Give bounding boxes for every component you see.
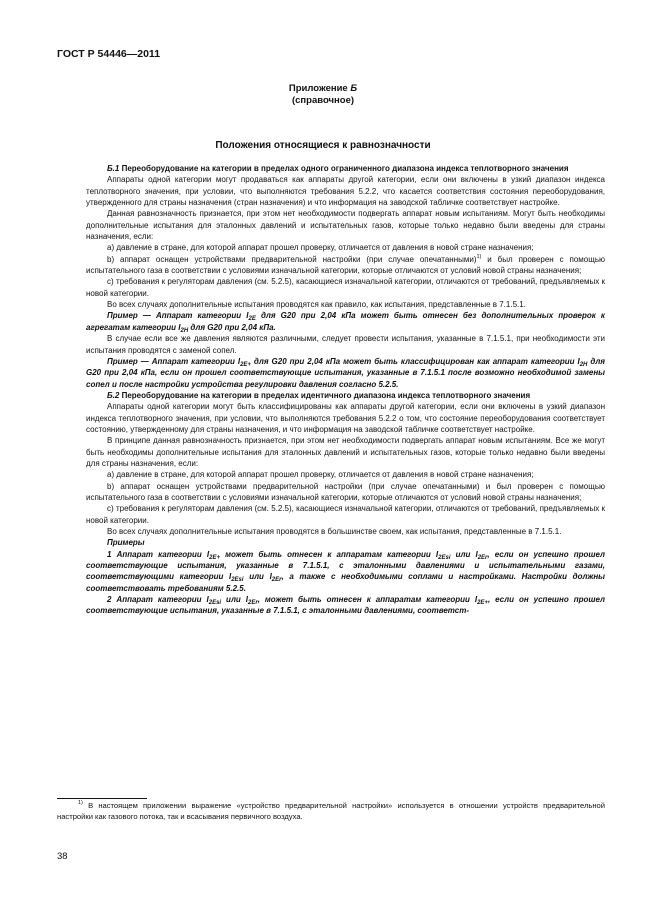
footnote: $^{1)}$ В настоящем приложении выражение «устройство предварительной настройки» используется в отношении устройств предварительной настройки как газового потока, так и всасывания первичного воздуха. <box>57 800 605 821</box>
example-item-2: 2 Аппарат категории $I_{2Esi}$ или $I_{2Er}$, может быть отнесен к аппаратам категории $I_{2E+}$, если он успешно прошел соответствующие испытания, указанные в 7.1.5.1, с эталонными давлениями, соответст- <box>86 595 605 616</box>
annex-heading <box>0 83 646 107</box>
example-1: Пример — Аппарат категории $I_{2E}$ для G20 при 2,04 кПа может быть отнесен без дополнительных проверок к агрегатам категории $I_{2H}$ для G20 при 2,04 кПа. <box>86 311 605 334</box>
footnote-divider <box>57 798 147 799</box>
list-item: b) аппарат оснащен устройствами предварительной настройки (при случае опечатанными)$^{1)}$ и был проверен с помощью испытательного газа в соответствии с условиями изначальной категории, которые отличаются от условий новой страны назначения; <box>86 253 606 276</box>
annex-note: (справочное) <box>291 95 355 106</box>
paragraph: Данная равнозначность признается, при этом нет необходимости подвергать аппарат новым испытаниям. Могут быть необходимы дополнительные испытания для эталонных давлений и испытательных газов, которые только недавно были введены для страны назначения, если: <box>86 209 605 242</box>
list-item: с) требования к регуляторам давления (см. 5.2.5), касающиеся изначальной категории, отличаются от требований, предъявляемых к новой категории. <box>86 277 605 298</box>
paragraph: Во всех случаях дополнительные испытания проводятся как правило, как испытания, представленные в 7.1.5.1. <box>107 300 526 310</box>
list-item: а) давление в стране, для которой аппарат прошел проверку, отличается от давления в новой стране назначения; <box>107 243 534 253</box>
footnote-ref: 1) <box>476 253 482 260</box>
section-b2-heading: Б.2 Переоборудование на категории в пределах идентичного диапазона индекса теплотворного значения <box>107 390 531 400</box>
paragraph: Аппараты одной категории могут быть классифицированы как аппараты другой категории, если они включены в узкий диапазон индекса теплотворного значения, при условии, что выполняются требования 5.2.2 о том, что состояние переоборудования соответствует состоянию, утвержденному для страны назначения, и что информация на заводской табличке соответствует настройке. <box>86 402 605 434</box>
paragraph: Во всех случаях дополнительные испытания проводятся в большинстве своем, как испытания, представленные в 7.1.5.1. <box>107 527 562 536</box>
paragraph: Аппараты одной категории могут продаваться как аппараты другой категории, если они включены в узкий диапазон индекса теплотворного значения, при условии, что выполняются требования 5.2.2, что касается соответствия состояния переоборудования, утвержденного для страны назначения (стран назначения) и что информация на заводской табличке соответствует настройке. <box>86 175 605 208</box>
page-number: 38 <box>57 851 68 862</box>
annex-title: Приложение Б <box>288 83 358 94</box>
document-body <box>86 163 605 617</box>
list-item: а) давление в стране, для которой аппарат прошел проверку, отличается от давления в новой стране назначения; <box>107 470 534 480</box>
section-title: Положения относящиеся к равнозначности <box>215 140 431 151</box>
list-item: с) требования к регуляторам давления (см. 5.2.5), касающиеся изначальной категории, отличаются от требований, предъявляемых к новой категории. <box>86 504 605 525</box>
section-b1-heading: Б.1 Переоборудование на категории в пределах одного ограниченного диапазона индекса теплотворного значения <box>107 164 569 173</box>
standard-header: ГОСТ Р 54446—2011 <box>57 48 161 60</box>
example-2: Пример — Аппарат категории $I_{2E+}$ для G20 при 2,04 кПа может быть классифицирован как аппарат категории $I_{2H}$ для G20 при 2,04 кПа, если он прошел соответствующие испытания, указанные в 7.1.5.1 после возможно необходимой замены сопел и после настройки устройства регулировки давления согласно 5.2.5. <box>86 356 606 389</box>
paragraph: В принципе данная равнозначность признается, при этом нет необходимости подвергать аппарат новым испытаниям. Все же могут быть необходимы дополнительные испытания для эталонных давлений и испытательных газов, которые только недавно были введены для страны назначения, если: <box>86 436 605 468</box>
example-item-1: 1 Аппарат категории $I_{2E+}$ может быть отнесен к аппаратам категории $I_{2Esi}$ или $I_{2Er}$, если он успешно прошел соответствующие испытания, указанные в 7.1.5.1, с эталонными давлениями и испытательными газами, соответствующими категории $I_{2Esi}$ или $I_{2Er}$, а также с необходимыми соплами и настройками. Настройки должны соответствовать требованиям 5.2.5. <box>86 549 605 593</box>
examples-label: Примеры <box>107 538 145 548</box>
list-item: b) аппарат оснащен устройствами предварительной настройки (при случае опечатанными) и был проверен с помощью испытательного газа в соответствии с условиями изначальной категории, которые отличаются от условий новой страны назначения; <box>86 481 605 502</box>
paragraph: В случае если все же давления являются различными, следует провести испытания, указанные в 7.1.5.1, при необходимости эти испытания проводятся с заменой сопел. <box>86 334 605 355</box>
